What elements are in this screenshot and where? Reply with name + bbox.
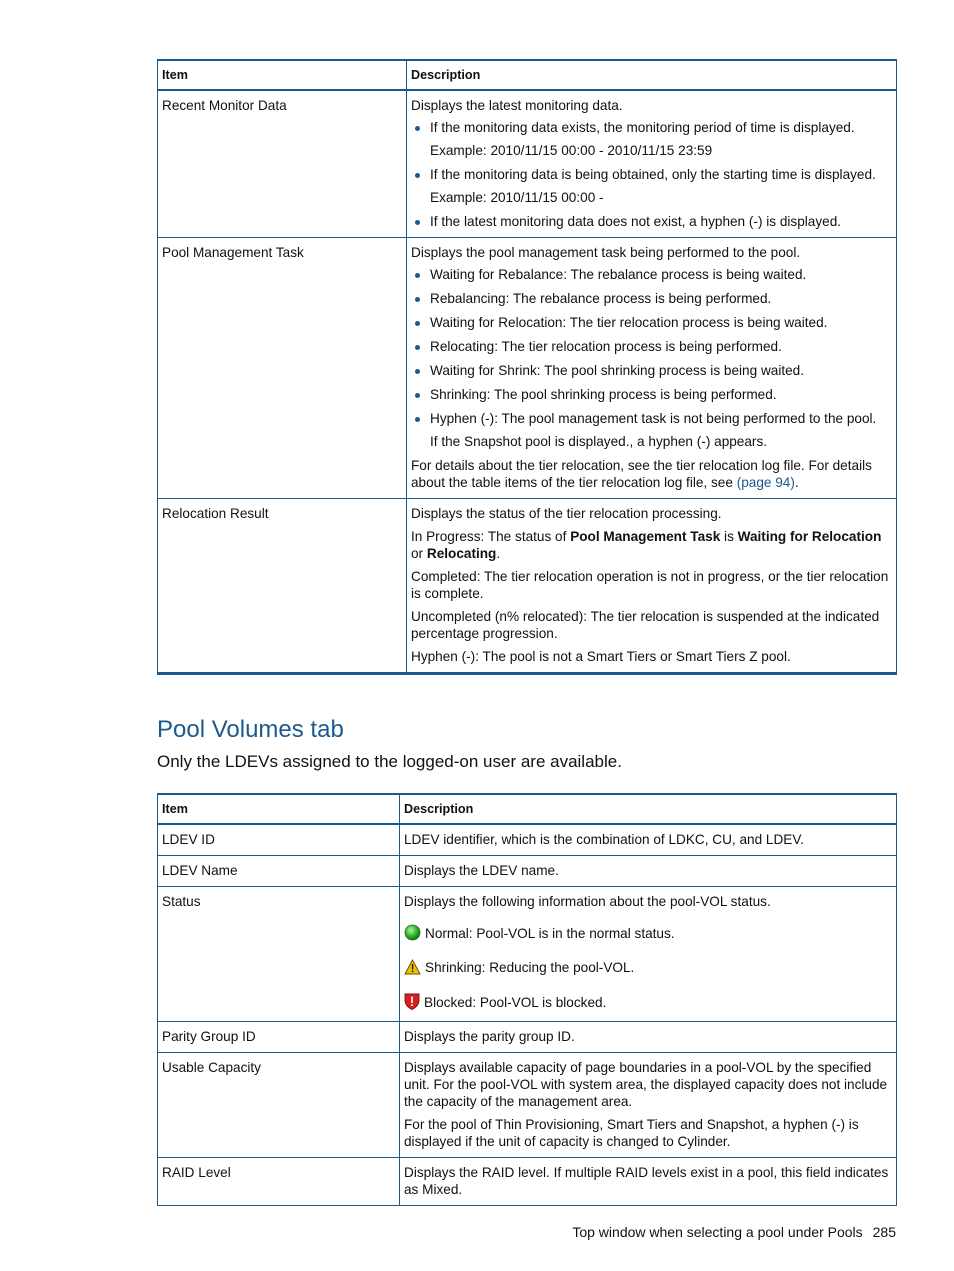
row-item: Pool Management Task [158,238,407,499]
row-description: Displays the LDEV name. [400,856,897,887]
list-item: Waiting for Relocation: The tier relocation process is being waited. [430,314,892,331]
row-description [400,1053,897,1158]
bullet-text: If the monitoring data exists, the monitoring period of time is displayed. [430,120,855,135]
status-shrinking [404,959,892,979]
table-row [158,856,897,887]
status-intro: Displays the following information about the pool-VOL status. [404,894,771,909]
details-end: . [794,475,799,490]
text-part: . [496,546,501,561]
usable-paragraph-1: Displays available capacity of page boundaries in a pool-VOL by the specified unit. For the pool-VOL with system area, the displayed capacity does not include the capacity of the management area. [404,1060,888,1109]
description-intro: Displays the status of the tier relocation processing. [411,506,722,521]
table-row [158,824,897,856]
page-footer [572,1224,896,1240]
status-shrinking-text: Shrinking: Reducing the pool-VOL. [425,960,635,975]
table-row [158,499,897,674]
row-description [407,499,897,674]
list-item: Waiting for Shrink: The pool shrinking process is being waited. [430,362,892,379]
row-item: Recent Monitor Data [158,90,407,238]
row-item: Relocation Result [158,499,407,674]
footer-text: Top window when selecting a pool under Pools [572,1224,863,1240]
section-intro: Only the LDEVs assigned to the logged-on user are available. [157,752,622,771]
page-number: 285 [872,1224,896,1240]
list-item [430,166,892,206]
table-row [158,1053,897,1158]
example-text: Example: 2010/11/15 00:00 - 2010/11/15 23:59 [430,143,713,158]
details-paragraph [411,457,892,491]
table-header-row [158,60,897,90]
row-item: Status [158,887,400,1022]
page-94-link[interactable]: (page 94) [736,475,795,490]
row-description [400,887,897,1022]
text-part: In Progress: The status of [411,529,571,544]
row-description: LDEV identifier, which is the combination of LDKC, CU, and LDEV. [400,824,897,856]
description-intro: Displays the pool management task being performed to the pool. [411,245,801,260]
pool-info-table [157,59,897,675]
table-row [158,238,897,499]
bullet-list [411,266,892,450]
table-row [158,1158,897,1206]
uncompleted-paragraph: Uncompleted (n% relocated): The tier relocation is suspended at the indicated percentage progression. [411,609,880,641]
in-progress-paragraph [411,528,892,562]
hyphen-note: If the Snapshot pool is displayed., a hyphen (-) appears. [430,434,768,449]
example-text: Example: 2010/11/15 00:00 - [430,190,604,205]
list-item [430,213,892,230]
bullet-text: If the latest monitoring data does not exist, a hyphen (-) is displayed. [430,214,842,229]
row-item: LDEV ID [158,824,400,856]
warning-triangle-icon [404,959,421,979]
bullet-text: Hyphen (-): The pool management task is not being performed to the pool. [430,411,877,426]
table-row [158,90,897,238]
usable-paragraph-2: For the pool of Thin Provisioning, Smart Tiers and Snapshot, a hyphen (-) is displayed if the unit of capacity is changed to Cylinder. [404,1117,859,1149]
row-item: LDEV Name [158,856,400,887]
table-row [158,887,897,1022]
table-row [158,1022,897,1053]
list-item: Waiting for Rebalance: The rebalance process is being waited. [430,266,892,283]
hyphen-paragraph: Hyphen (-): The pool is not a Smart Tiers or Smart Tiers Z pool. [411,649,791,664]
list-item: Shrinking: The pool shrinking process is being performed. [430,386,892,403]
status-normal [404,924,892,945]
header-item: Item [158,60,407,90]
status-blocked-text: Blocked: Pool-VOL is blocked. [424,995,607,1010]
list-item [430,410,892,450]
row-description [407,90,897,238]
row-item: Usable Capacity [158,1053,400,1158]
pool-volumes-table [157,793,897,1206]
section-title: Pool Volumes tab [157,716,344,743]
header-description: Description [407,60,897,90]
bullet-text: If the monitoring data is being obtained, only the starting time is displayed. [430,167,876,182]
description-intro: Displays the latest monitoring data. [411,98,623,113]
blocked-shield-icon [404,993,420,1014]
text-part: is [720,529,738,544]
list-item: Relocating: The tier relocation process is being performed. [430,338,892,355]
completed-paragraph: Completed: The tier relocation operation is not in progress, or the tier relocation is complete. [411,569,889,601]
row-item: RAID Level [158,1158,400,1206]
status-blocked [404,993,892,1014]
row-description: Displays the RAID level. If multiple RAID levels exist in a pool, this field indicates as Mixed. [400,1158,897,1206]
text-part: or [411,546,427,561]
list-item: Rebalancing: The rebalance process is being performed. [430,290,892,307]
list-item [430,119,892,159]
bold-term: Waiting for Relocation [737,529,882,544]
row-description: Displays the parity group ID. [400,1022,897,1053]
row-description [407,238,897,499]
row-item: Parity Group ID [158,1022,400,1053]
details-text: For details about the tier relocation, see the tier relocation log file. For details about the table items of the tier relocation log file, see [411,458,872,490]
header-description: Description [400,794,897,824]
header-item: Item [158,794,400,824]
table-header-row [158,794,897,824]
status-normal-text: Normal: Pool-VOL is in the normal status. [425,926,675,941]
bullet-list [411,119,892,230]
bold-term: Relocating [426,546,497,561]
bold-term: Pool Management Task [570,529,721,544]
green-circle-icon [404,924,421,945]
